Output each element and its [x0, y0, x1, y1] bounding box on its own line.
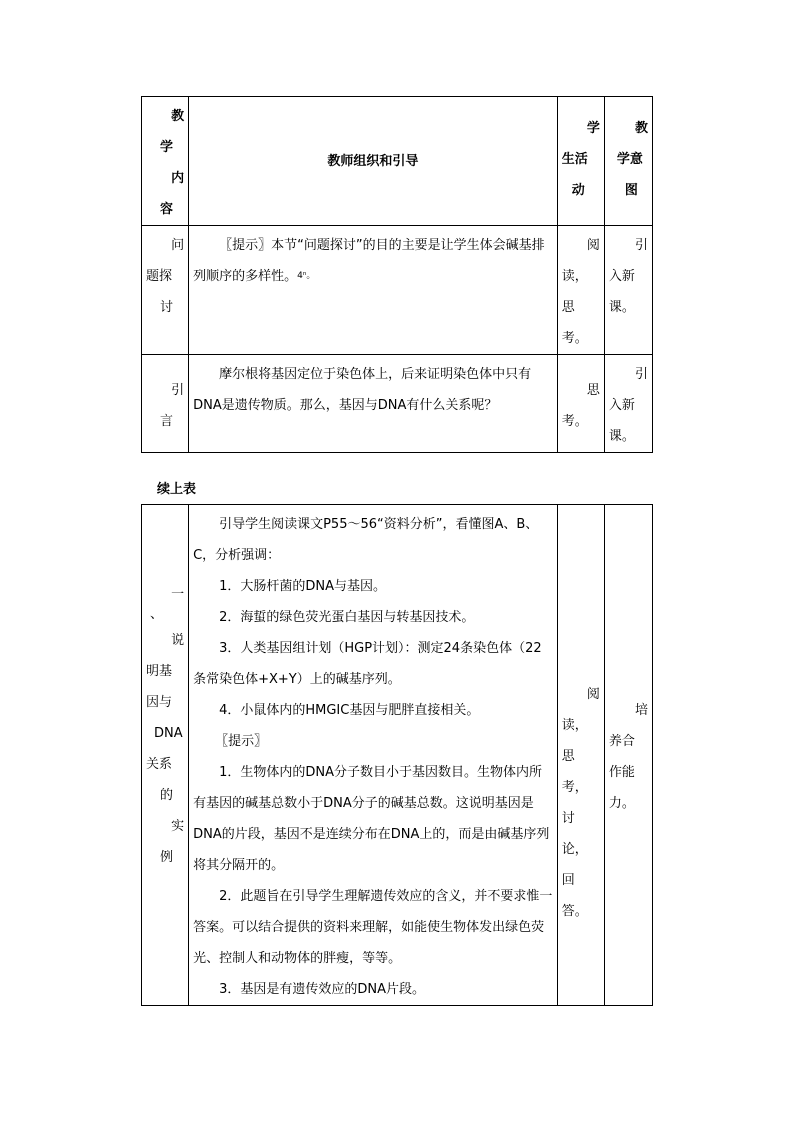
row-intent: 引 入新 课。 [604, 226, 652, 355]
row-activity: 阅 读， 思考。 [557, 226, 604, 355]
lesson-table [141, 96, 653, 453]
intro-text: 引导学生阅读课文P55～56“资料分析”，看懂图A、B、C，分析强调： [193, 517, 539, 563]
header-teaching-content: 教 学 内 容 [142, 97, 189, 226]
row-activity: 阅 读， 思考， 讨论， 回答。 [557, 505, 604, 1006]
continued-table-label: 续上表 [157, 482, 197, 497]
continued-table [141, 504, 653, 1006]
tip-label: 〖提示〗 [219, 238, 272, 253]
row-intent: 引 入新 课。 [604, 355, 652, 453]
list-item: 4．小鼠体内的HMGIC基因与肥胖直接相关。 [219, 703, 480, 718]
tip-label: 〖提示〗 [215, 734, 268, 749]
row-topic: 一 、 说 明基 因与 DNA 关系 的 实 例 [142, 505, 189, 1006]
header-teacher-guidance: 教师组织和引导 [189, 97, 558, 226]
header-student-activity: 学 生活 动 [557, 97, 604, 226]
row-intent: 培 养合 作能 力。 [604, 505, 652, 1006]
header-teaching-intent: 教 学意 图 [604, 97, 652, 226]
row-guidance [189, 505, 558, 1006]
row-topic: 问 题探 讨 [142, 226, 189, 355]
row-guidance: 〖提示〗本节“问题探讨”的目的主要是让学生体会碱基排列顺序的多样性。$^{4^n。}$ [189, 226, 558, 355]
list-item: 3．人类基因组计划（HGP计划）：测定24条染色体（22条常染色体+X+Y）上的碱基序列。 [193, 641, 542, 687]
table-row [142, 505, 653, 1006]
table-row [142, 226, 653, 355]
list-item: 1．生物体内的DNA分子数目小于基因数目。生物体内所有基因的碱基总数小于DNA分子的碱基总数。这说明基因是DNA的片段，基因不是连续分布在DNA上的，而是由碱基序列将其分隔开的。 [193, 765, 550, 873]
row-topic: 引 言 [142, 355, 189, 453]
table-header-row [142, 97, 653, 226]
list-item: 3．基因是有遗传效应的DNA片段。 [219, 982, 425, 997]
row-guidance: 摩尔根将基因定位于染色体上，后来证明染色体中只有DNA是遗传物质。那么，基因与DNA有什么关系呢？ [189, 355, 558, 453]
list-item: 1．大肠杆菌的DNA与基因。 [219, 579, 386, 594]
list-item: 2．此题旨在引导学生理解遗传效应的含义，并不要求惟一答案。可以结合提供的资料来理解，如能使生物体发出绿色荧光、控制人和动物体的胖瘦，等等。 [193, 889, 553, 966]
list-item: 2．海蜇的绿色荧光蛋白基因与转基因技术。 [219, 610, 475, 625]
row-activity: 思 考。 [557, 355, 604, 453]
table-row [142, 355, 653, 453]
